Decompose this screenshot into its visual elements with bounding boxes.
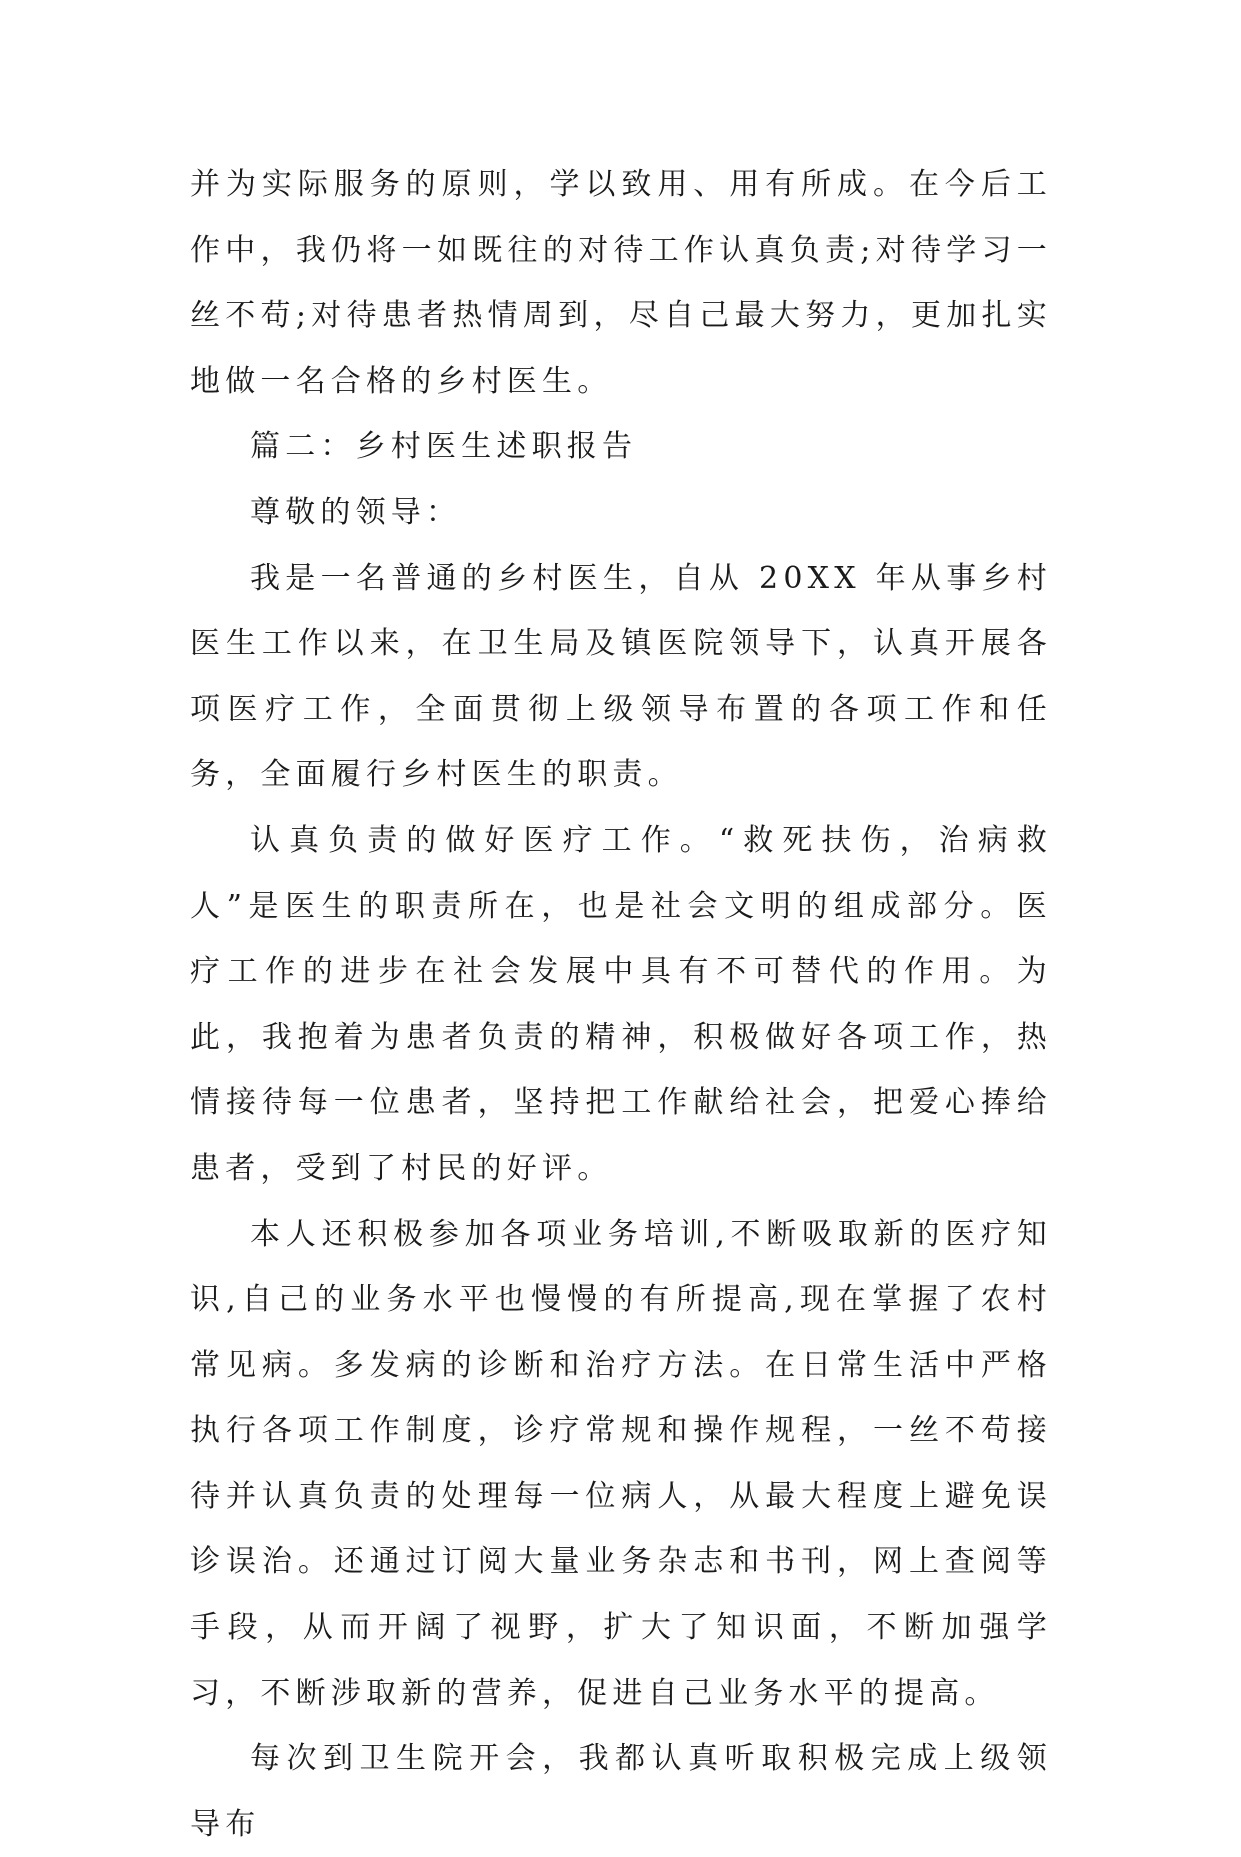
section-heading: 篇二：乡村医生述职报告 xyxy=(250,429,638,465)
paragraph-medical-work: 认真负责的做好医疗工作。“救死扶伤，治病救人”是医生的职责所在，也是社会文明的组成部分。医疗工作的进步在社会发展中具有不可替代的作用。为此，我抱着为患者负责的精神，积极做好各项工作，热情接待每一位患者，坚持把工作献给社会，把爱心捧给患者，受到了村民的好评。 xyxy=(190,822,1052,1186)
paragraph-intro: 我是一名普通的乡村医生，自从 20XX 年从事乡村医生工作以来，在卫生局及镇医院领导下，认真开展各项医疗工作，全面贯彻上级领导布置的各项工作和任务，全面履行乡村医生的职责。 xyxy=(190,560,1052,793)
salutation: 尊敬的领导： xyxy=(250,494,462,530)
paragraph-1: 并为实际服务的原则，学以致用、用有所成。在今后工作中，我仍将一如既往的对待工作认真负责;对待学习一丝不苟;对待患者热情周到，尽自己最大努力，更加扎实地做一名合格的乡村医生。 xyxy=(190,167,1052,399)
paragraph-meetings: 每次到卫生院开会，我都认真听取积极完成上级领导布 xyxy=(190,1741,1052,1842)
paragraph-training: 本人还积极参加各项业务培训,不断吸取新的医疗知识,自己的业务水平也慢慢的有所提高,现在掌握了农村常见病。多发病的诊断和治疗方法。在日常生活中严格执行各项工作制度，诊疗常规和操作规程，一丝不苟接待并认真负责的处理每一位病人，从最大程度上避免误诊误治。还通过订阅大量业务杂志和书刊，网上查阅等手段，从而开阔了视野，扩大了知识面，不断加强学习，不断涉取新的营养，促进自己业务水平的提高。 xyxy=(190,1216,1052,1711)
document-body xyxy=(190,152,1052,1857)
